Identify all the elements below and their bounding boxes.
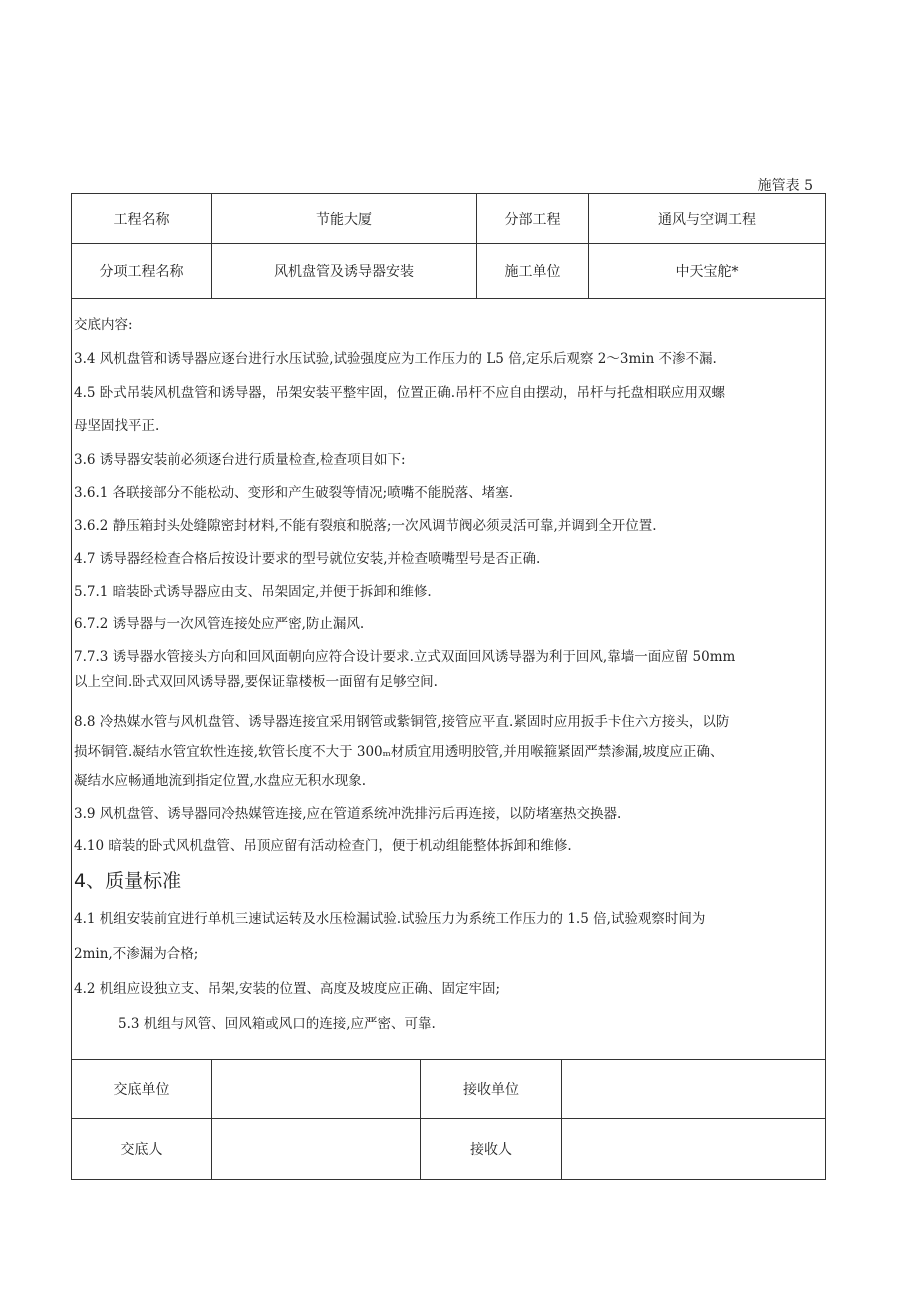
content-line: 5.7.1 暗装卧式诱导器应由支、吊架固定,并便于拆卸和维修.: [74, 584, 432, 600]
content-line: 3.4 风机盘管和诱导器应逐台进行水压试验,试验强度应为工作压力的 L5 倍,定乐后观察 2～3min 不渗不漏.: [74, 351, 717, 367]
footer-row-persons: [72, 1119, 825, 1179]
quality-line: 2min,不渗漏为合格;: [74, 946, 199, 962]
subitem-value: 风机盘管及诱导器安装: [211, 244, 476, 298]
content-line: 损坏铜管.凝结水管宜软性连接,软管长度不大于 300ₘ材质宜用透明胶管,并用喉箍紧固严禁渗漏,坡度应正确、: [74, 744, 724, 760]
content-line: 3.9 风机盘管、诱导器同冷热媒管连接,应在管道系统冲洗排污后再连接，以防堵塞热交换器.: [74, 806, 622, 822]
content-line: 6.7.2 诱导器与一次风管连接处应严密,防止漏风.: [74, 616, 365, 632]
quality-heading: 4、质量标准: [74, 870, 182, 892]
handover-form: [71, 193, 826, 1180]
project-name-value: 节能大厦: [211, 194, 476, 243]
handover-unit-label: 交底单位: [113, 1082, 170, 1098]
quality-line: 4.2 机组应设独立支、吊架,安装的位置、高度及坡度应正确、固定牢固;: [74, 981, 501, 997]
division-label: 分部工程: [476, 194, 588, 243]
footer-row-units: [72, 1059, 825, 1119]
handover-content: [72, 299, 825, 1059]
receiver-person-value[interactable]: [561, 1119, 825, 1179]
content-line: 3.6 诱导器安装前必须逐台进行质量检查,检查项目如下:: [74, 452, 406, 468]
content-line: 8.8 冷热媒水管与风机盘管、诱导器连接宜采用钢管或紫铜管,接管应平直.紧固时应用扳手卡住六方接头，以防: [74, 714, 730, 730]
content-line: 以上空间.卧式双回风诱导器,要保证靠楼板一面留有足够空间.: [74, 674, 438, 690]
quality-line: 4.1 机组安装前宜进行单机三速试运转及水压检漏试验.试验压力为系统工作压力的 1.5 倍,试验观察时间为: [74, 911, 706, 927]
content-line: 3.6.1 各联接部分不能松动、变形和产生破裂等情况;喷嘴不能脱落、堵塞.: [74, 485, 513, 501]
header-row-project: [72, 194, 825, 244]
receiver-person-label: 接收人: [420, 1119, 561, 1179]
intro-label: 交底内容:: [74, 317, 133, 333]
subitem-label: 分项工程名称: [99, 264, 184, 280]
receiver-unit-value[interactable]: [561, 1060, 825, 1118]
contractor-label: 施工单位: [476, 244, 588, 298]
content-line: 4.10 暗装的卧式风机盘管、吊顶应留有活动检查门，便于机动组能整体拆卸和维修.: [74, 838, 572, 854]
handover-person-label: 交底人: [120, 1142, 163, 1158]
content-line: 母坚固找平正.: [74, 418, 160, 434]
content-line: 4.7 诱导器经检查合格后按设计要求的型号就位安装,并检查喷嘴型号是否正确.: [74, 551, 541, 567]
content-line: 7.7.3 诱导器水管接头方向和回风面朝向应符合设计要求.立式双面回风诱导器为利于回风,靠墙一面应留 50mm: [74, 649, 736, 665]
content-line: 3.6.2 静压箱封头处缝隙密封材料,不能有裂痕和脱落;一次风调节阀必须灵活可靠,并调到全开位置.: [74, 518, 657, 534]
project-name-label: 工程名称: [113, 211, 170, 228]
content-line: 4.5 卧式吊装风机盘管和诱导器，吊架安装平整牢固，位置正确.吊杆不应自由摆动，吊杆与托盘相联应用双螺: [74, 385, 726, 401]
form-code: 施管表 5: [757, 178, 813, 194]
contractor-value: 中天宝舵*: [588, 244, 825, 298]
header-row-subitem: [72, 244, 825, 299]
receiver-unit-label: 接收单位: [420, 1060, 561, 1118]
handover-unit-value[interactable]: [211, 1060, 420, 1118]
quality-line: 5.3 机组与风管、回风箱或风口的连接,应严密、可靠.: [118, 1016, 436, 1032]
content-line: 凝结水应畅通地流到指定位置,水盘应无积水现象.: [74, 773, 367, 789]
handover-person-value[interactable]: [211, 1119, 420, 1179]
division-value: 通风与空调工程: [588, 194, 825, 243]
